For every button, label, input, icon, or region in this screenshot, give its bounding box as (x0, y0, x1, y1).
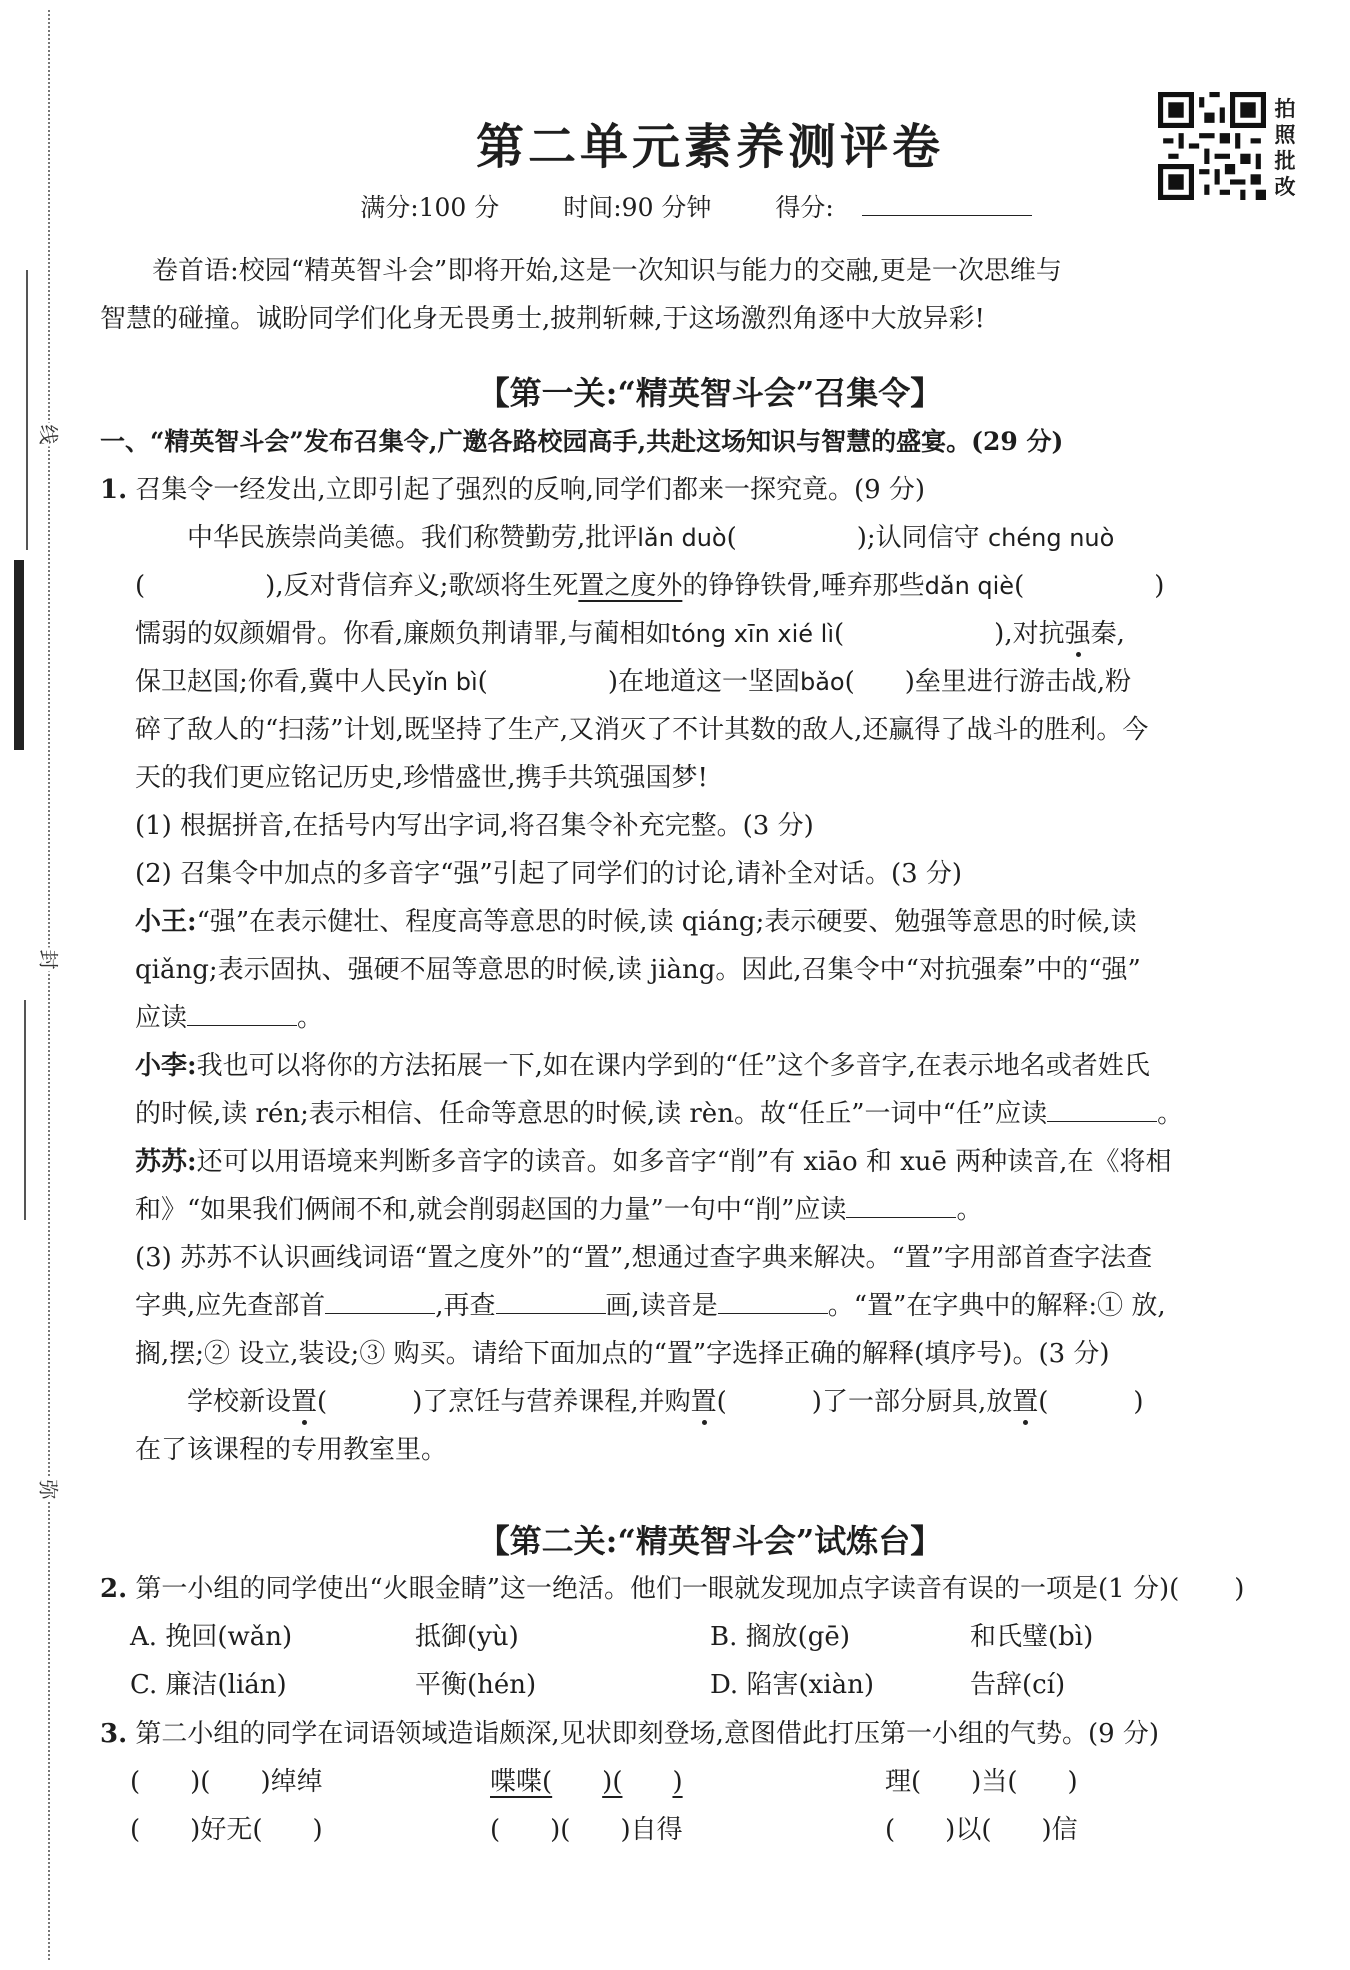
question-2: 2. 第一小组的同学使出“火眼金睛”这一绝活。他们一眼就发现加点字读音有误的一项是(1 分)( ) (100, 1574, 1245, 1604)
question-1: 1. 召集令一经发出,立即引起了强烈的反响,同学们都来一探究竟。(9 分) (100, 475, 926, 505)
sub-question-2: (2) 召集令中加点的多音字“强”引起了同学们的讨论,请补全对话。(3 分) (135, 859, 963, 889)
sub-question-3: (3) 苏苏不认识画线词语“置之度外”的“置”,想通过查字典来解决。“置”字用部首查字法查 (135, 1243, 1153, 1273)
qr-code-icon[interactable] (1158, 92, 1266, 200)
margin-char-feng: 封 (36, 948, 65, 972)
option-c-word-2: 平衡(hén) (415, 1670, 537, 1700)
answer-blank[interactable] (325, 1312, 435, 1314)
idiom-item: ( )好无( ) (130, 1815, 323, 1845)
option-b[interactable]: B. 搁放(gē) (710, 1622, 850, 1652)
idiom-item: 喋喋( )( ) (490, 1767, 683, 1797)
ink-mark (14, 560, 24, 750)
option-a[interactable]: A. 挽回(wǎn) (130, 1622, 293, 1652)
option-c[interactable]: C. 廉洁(lián) (130, 1670, 287, 1700)
exam-page (100, 0, 1320, 1970)
answer-blank[interactable] (718, 1312, 828, 1314)
answer-blank[interactable] (187, 1024, 297, 1026)
question-3: 3. 第二小组的同学在词语领域造诣颇深,见状即刻登场,意图借此打压第一小组的气势。(9 分) (100, 1719, 1160, 1749)
summons-passage: 中华民族崇尚美德。我们称赞勤劳,批评lǎn duò( );认同信守 chéng nuò ( ),反对背信弃义;歌颂将生死置之度外的铮铮铁骨,唾弃那些dǎn qiè( ) 懦弱的奴颜媚骨。你看,廉颇负荆请罪,与蔺相如tóng xīn xié lì( ),对抗强秦, 保卫赵国;你看,冀中人民yǐn bì( )在地道这一坚固bǎo( )垒里进行游击战,粉 碎了敌人的“扫荡”计划,既坚持了生产,又消灭了不计其数的敌人,还赢得了战斗的胜利。今 天的我们更应铭记历史,珍惜盛世,携手共筑强国梦! (135, 523, 1165, 793)
option-a-word-2: 抵御(yù) (415, 1622, 519, 1652)
cut-line (48, 10, 50, 1960)
section-1-title: 【第一关:“精英智斗会”召集令】 (477, 374, 943, 412)
idiom-item: 理( )当( ) (885, 1767, 1078, 1797)
answer-blank[interactable] (846, 1216, 956, 1218)
exam-meta (100, 188, 1320, 224)
margin-char-xian: 线 (36, 423, 65, 447)
answer-blank[interactable] (496, 1312, 606, 1314)
ink-mark (26, 270, 28, 550)
option-d-word-2: 告辞(cí) (970, 1670, 1066, 1700)
sub-questions: (1) 根据拼音,在括号内写出字词,将召集令补充完整。(3 分) (2) 召集令中加点的多音字“强”引起了同学们的讨论,请补全对话。(3 分) 小王:“强”在表示健壮、程度高等意思的时候,读 qiáng;表示硬要、勉强等意思的时候,读 qiǎng;表示固执、强硬不屈等意思的时候,读 jiàng。因此,召集令中“对抗强秦”中的“强” 应读 。 小李:我也可以将你的方法拓展一下,如在课内学到的“任”这个多音字,在表示地名或者姓氏 的时候,读 rén;表示相信、任命等意思的时候,读 rèn。故“任丘”一词中“任”应读 。 苏苏:还可以用语境来判断多音字的读音。如多音字“削”有 xiāo 和 xuē 两种读音,在《将相 和》“如果我们俩闹不和,就会削弱赵国的力量”一句中“削”应读 。 (3) 苏苏不认识画线词语“置之度外”的“置”,想通过查字典来解决。“置”字用部首查字法查 字典,应先查部首 ,再查 画,读音是 。“置”在字典中的解释:① 放, 搁,摆;② 设立,装设;③ 购买。请给下面加点的“置”字选择正确的解释(填序号)。(3 分) 学校新设置( )了烹饪与营养课程,并购置( )了一部分厨具,放置( ) 在了该课程的专用教室里。 (135, 802, 1320, 1474)
question-2-options (130, 1613, 1320, 1713)
page-title: 第二单元素养测评卷 (475, 119, 944, 175)
part-1-heading: 一、“精英智斗会”发布召集令,广邀各路校园高手,共赴这场知识与智慧的盛宴。(29 分) (100, 427, 1064, 456)
option-d[interactable]: D. 陷害(xiàn) (710, 1670, 874, 1700)
sub-question-1: (1) 根据拼音,在括号内写出字词,将召集令补充完整。(3 分) (135, 811, 814, 841)
question-3-idioms (130, 1758, 1320, 1858)
ink-mark (24, 1000, 26, 1220)
binding-margin (0, 0, 90, 1970)
qr-caption: 拍 照 批 改 (1274, 96, 1296, 199)
answer-blank[interactable] (1047, 1120, 1157, 1122)
intro: 卷首语:校园“精英智斗会”即将开始,这是一次知识与能力的交融,更是一次思维与 智慧的碰撞。诚盼同学们化身无畏勇士,披荆斩棘,于这场激烈角逐中大放异彩! (100, 256, 1062, 334)
option-b-word-2: 和氏璧(bì) (970, 1622, 1094, 1652)
score-blank[interactable] (862, 214, 1032, 216)
idiom-item: ( )( )自得 (490, 1815, 683, 1845)
idiom-item: ( )( )绰绰 (130, 1767, 323, 1797)
score-field: 得分: (775, 193, 1059, 222)
idiom-item: ( )以( )信 (885, 1815, 1078, 1845)
full-score: 满分:100 分 (360, 193, 500, 222)
margin-char-mi: 弥 (36, 1478, 65, 1502)
section-2-title: 【第二关:“精英智斗会”试炼台】 (477, 1522, 943, 1560)
time-limit: 时间:90 分钟 (563, 193, 712, 222)
